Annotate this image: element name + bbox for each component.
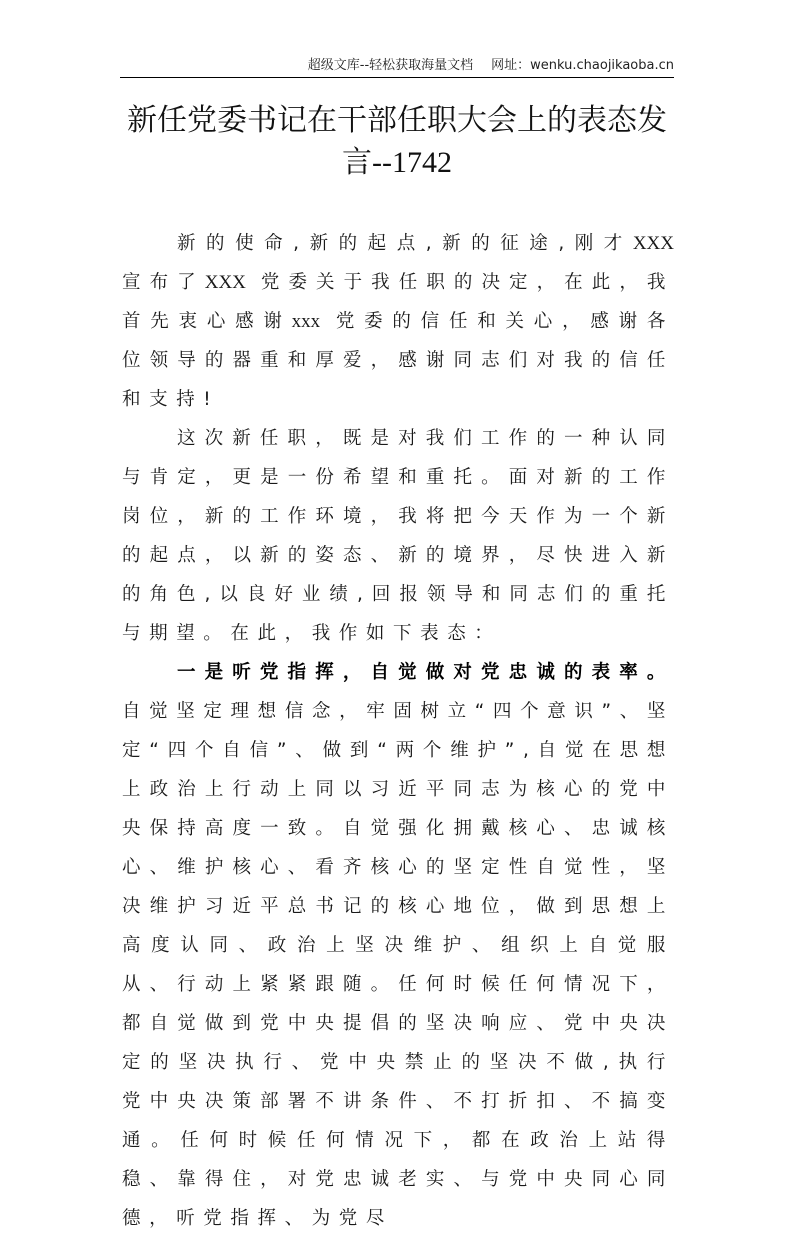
p1-seg-2: 宣布了	[122, 272, 205, 293]
page-header	[120, 54, 674, 76]
header-site-name: 超级文库--轻松获取海量文档	[307, 58, 474, 73]
paragraph-3	[122, 653, 674, 1238]
p1-placeholder-xxx-2: XXX	[204, 272, 246, 293]
p1-seg-4: 党委关于我任职的决定，在此，我首先衷心感谢	[122, 272, 674, 332]
p1-placeholder-xxx-3: xxx	[291, 311, 321, 332]
title-tail: 言	[342, 145, 372, 180]
header-url: 网址：wenku.chaojikaoba.cn	[491, 58, 674, 73]
p1-seg-0: 新的使命,新的起点,新的征途,刚才	[177, 233, 633, 254]
p3-text: 自觉坚定理想信念，牢固树立“四个意识”、坚定“四个自信”、做到“两个维护”,自觉在思想上政治上行动上同以习近平同志为核心的党中央保持高度一致。自觉强化拥戴核心、忠诚核心、维护核心、看齐核心的坚定性自觉性，坚决维护习近平总书记的核心地位，做到思想上高度认同、政治上坚决维护、组织上自觉服从、行动上紧紧跟随。任何时候任何情况下，都自觉做到党中央提倡的坚决响应、党中央决定的坚决执行、党中央禁止的坚决不做,执行党中央决策部署不讲条件、不打折扣、不搞变通。任何时候任何情况下，都在政治上站得稳、靠得住，对党忠诚老实、与党中央同心同德，听党指挥、为党尽	[122, 701, 674, 1229]
header-divider	[120, 77, 674, 78]
p3-bold-lead: 一是听党指挥，自觉做对党忠诚的表率。	[177, 662, 674, 683]
paragraph-1	[122, 224, 674, 419]
document-body	[122, 224, 674, 1238]
p1-placeholder-xxx-1: XXX	[632, 233, 674, 254]
title-suffix: --1742	[372, 146, 452, 179]
paragraph-2: 这次新任职，既是对我们工作的一种认同与肯定，更是一份希望和重托。面对新的工作岗位，新的工作环境，我将把今天作为一个新的起点，以新的姿态、新的境界，尽快进入新的角色,以良好业绩,回报领导和同志们的重托与期望。在此，我作如下表态：	[122, 428, 674, 644]
title-main: 新任党委书记在干部任职大会上的表态发	[127, 103, 667, 138]
p1-seg-6: 党委的信任和关心，感谢各位领导的器重和厚爱，感谢同志们对我的信任和支持!	[122, 311, 675, 410]
document-title	[110, 100, 684, 184]
